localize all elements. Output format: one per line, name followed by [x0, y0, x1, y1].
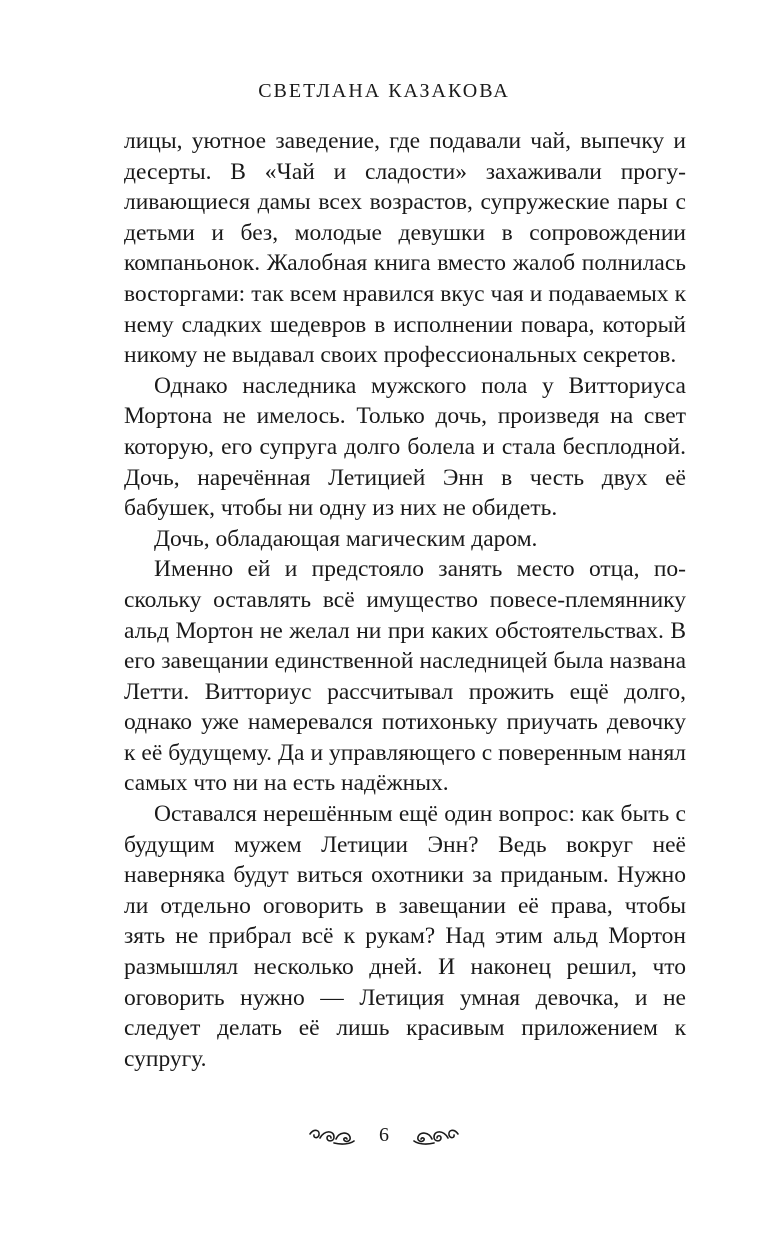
right-flourish-icon — [412, 1126, 460, 1146]
paragraph-1: лицы, уютное заведение, где подавали чай, выпечку и десерты. В «Чай и сладости» захаживали прогуливающиеся дамы всех возрастов, супружеские пары с детьми и без, молодые девушки в сопровождении компаньонок. Жалобная книга вместо жалоб полнилась восторгами: так всем нравился вкус чая и подаваемых к нему сладких шедевров в исполнении повара, который никому не выдавал своих профессиональных секретов. — [124, 128, 686, 369]
left-flourish-icon — [308, 1126, 356, 1146]
paragraph-5: Оставался нерешённым ещё один вопрос: как быть с будущим мужем Летиции Энн? Ведь вокруг неё наверняка будут виться охотники за приданым. Нужно ли отдельно оговорить в завещании её права, чтобы зять не прибрал всё к рукам? Над этим альд Мортон размышлял несколько дней. И наконец решил, что оговорить нужно — Летиция умная девочка, и не следует делать её лишь красивым приложением к супругу. — [124, 801, 686, 1072]
page-footer — [0, 1124, 768, 1147]
paragraph-2: Однако наследника мужского пола у Витториуса Мортона не имелось. Только дочь, произведя на свет которую, его супруга долго болела и стала бесплодной. Дочь, наречённая Летицией Энн в честь двух её бабушек, чтобы ни одну из них не обидеть. — [124, 372, 686, 522]
page-number: 6 — [379, 1124, 389, 1146]
paragraph-4: Именно ей и предстояло занять место отца, поскольку оставлять всё имущество повесе-племяннику альд Мортон не желал ни при каких обстоятельствах. В его завещании единственной наследницей была названа Летти. Витториус рассчитывал прожить ещё долго, однако уже намеревался потихоньку приучать девочку к её будущему. Да и управляющего с поверенным нанял самых что ни на есть надёжных. — [124, 556, 686, 797]
paragraph-3: Дочь, обладающая магическим даром. — [154, 525, 538, 552]
body-text — [124, 126, 686, 1074]
running-head-author: СВЕТЛАНА КАЗАКОВА — [258, 80, 510, 102]
